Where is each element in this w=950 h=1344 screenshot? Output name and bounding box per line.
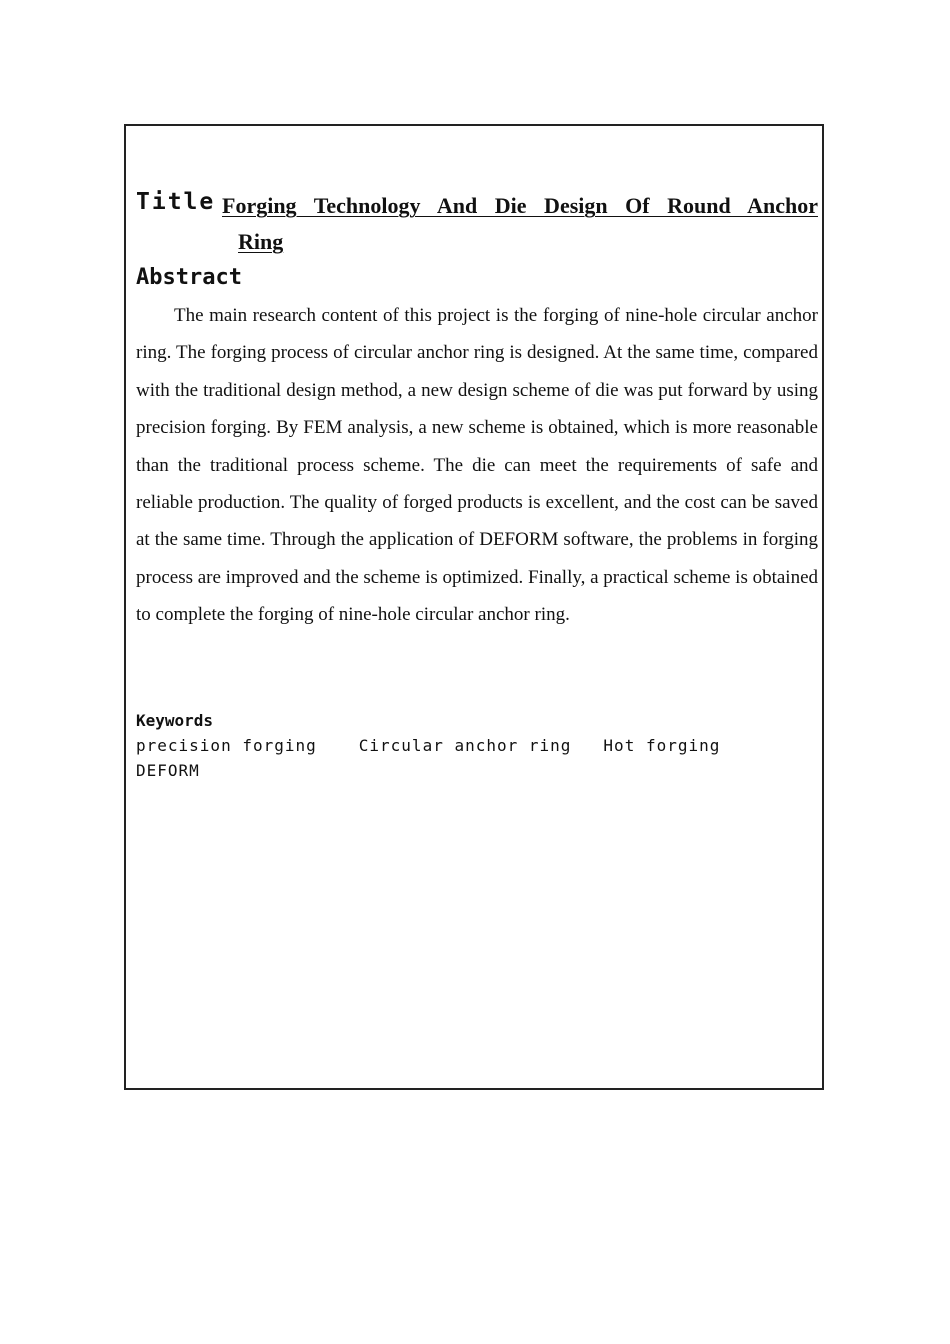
- title-text-line-2: Ring: [238, 229, 284, 254]
- keywords-heading: Keywords: [136, 711, 214, 730]
- keyword-item: precision forging: [136, 736, 317, 755]
- keyword-item: DEFORM: [136, 761, 200, 780]
- abstract-heading: Abstract: [136, 265, 242, 290]
- keyword-item: Circular anchor ring: [358, 736, 572, 755]
- abstract-paragraph: The main research content of this project is the forging of nine-hole circular anchor ring. The forging process of circular anchor ring is designed. At the same time, compared with the traditional design method, a new design scheme of die was put forward by using precision forging. By FEM analysis, a new scheme is obtained, which is more reasonable than the traditional process scheme. The die can meet the requirements of safe and reliable production. The quality of forged products is excellent, and the cost can be saved at the same time. Through the application of DEFORM software, the problems in forging process are improved and the scheme is optimized. Finally, a practical scheme is obtained to complete the forging of nine-hole circular anchor ring.: [136, 305, 819, 626]
- title-label: Title: [136, 189, 216, 215]
- keyword-item: Hot forging: [603, 736, 721, 755]
- title-text-line-1: Forging Technology And Die Design Of Round Anchor: [222, 193, 818, 218]
- keywords-line-1: [136, 735, 720, 757]
- keywords-line-2: [136, 760, 200, 782]
- abstract-frame: [124, 124, 824, 1090]
